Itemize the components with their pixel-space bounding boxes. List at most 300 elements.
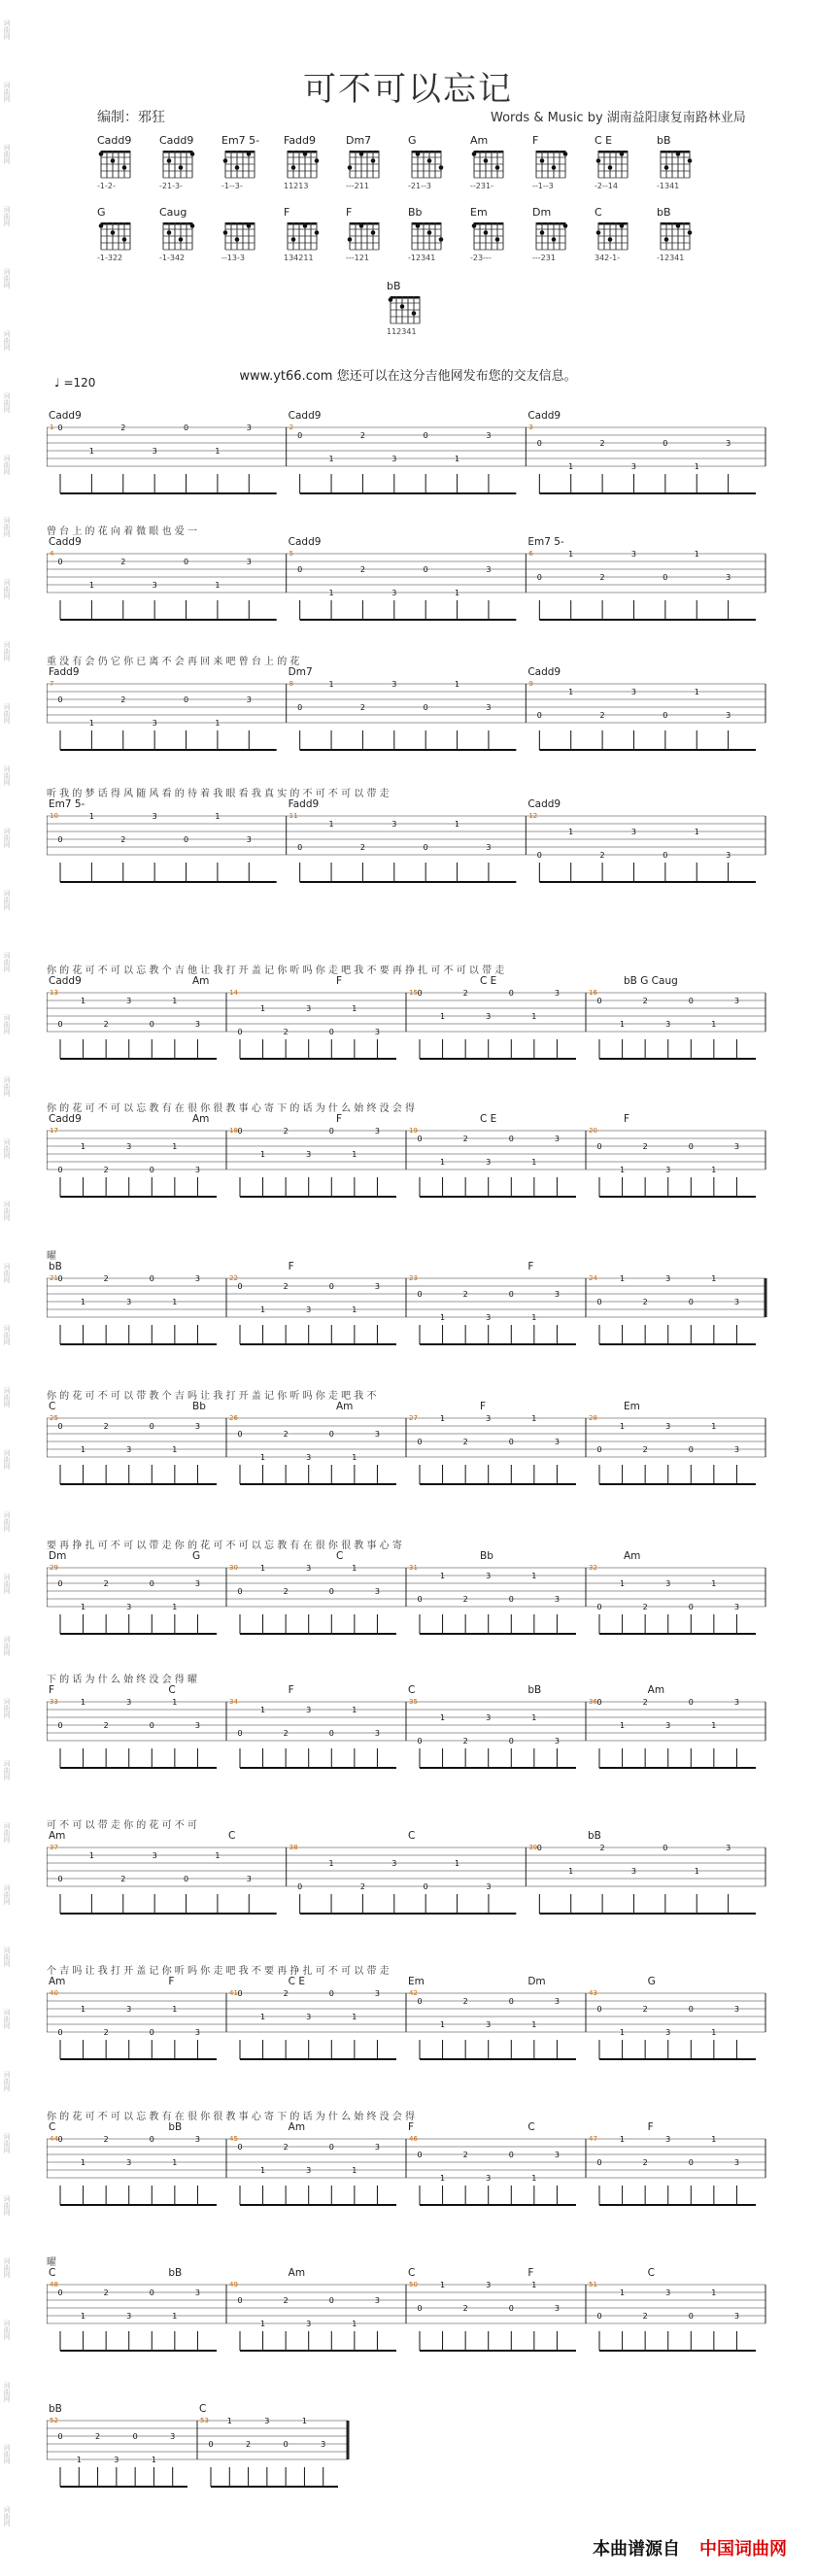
bar-number: 11 <box>289 812 298 820</box>
fret-number: 1 <box>711 1020 717 1029</box>
chord-name: F <box>346 206 353 219</box>
fret-number: 0 <box>596 2005 602 2014</box>
fret-number: 3 <box>630 462 637 471</box>
fret-number: 0 <box>149 1274 154 1283</box>
fret-number: 1 <box>260 1004 266 1013</box>
fret-number: 1 <box>172 1142 178 1151</box>
fret-number: 1 <box>531 2020 537 2029</box>
chord-diagram <box>470 134 521 190</box>
fret-number: 2 <box>462 1595 468 1604</box>
fret-number: 1 <box>352 2320 357 2328</box>
fret-number: 3 <box>306 2166 312 2175</box>
fret-number: 0 <box>328 1587 334 1596</box>
fret-number: 3 <box>665 1579 671 1588</box>
chord-label: Cadd9 <box>527 798 561 810</box>
fret-number: 3 <box>665 1274 671 1283</box>
chord-label: C E <box>288 1976 305 1987</box>
fret-number: 1 <box>711 2028 717 2037</box>
tab-system <box>47 1537 765 1653</box>
watermark-text: 词曲网 <box>3 890 11 910</box>
fret-number: 3 <box>374 1282 380 1291</box>
chord-label: Fadd9 <box>49 666 80 678</box>
fret-number: 0 <box>596 2312 602 2321</box>
chord-name: Em <box>470 206 488 219</box>
fret-number: 0 <box>149 1721 154 1730</box>
fret-number: 3 <box>733 1142 739 1151</box>
fret-number: 1 <box>620 2135 626 2144</box>
fret-number: 1 <box>694 828 699 836</box>
chord-grid-icon <box>470 148 509 181</box>
watermark-text: 词曲网 <box>3 1698 11 1718</box>
fret-number: 0 <box>149 2135 154 2144</box>
fret-number: 1 <box>88 812 94 821</box>
fret-number: 3 <box>126 1698 132 1707</box>
fret-number: 3 <box>665 1166 671 1174</box>
fret-number: 1 <box>226 2417 232 2425</box>
fret-number: 1 <box>215 1851 221 1860</box>
chord-label: Bb <box>480 1550 493 1562</box>
chord-label: C <box>647 2267 655 2279</box>
fret-number: 0 <box>508 1595 514 1604</box>
tab-staff <box>47 2135 769 2224</box>
fret-number: 3 <box>486 1012 492 1021</box>
fret-number: 3 <box>486 2020 492 2029</box>
bar-number: 41 <box>229 1989 238 1997</box>
chord-name: Cadd9 <box>97 134 132 147</box>
chord-label: Cadd9 <box>527 666 561 678</box>
lyric-line: 你 的 花 可 不 可 以 忘 教 有 在 很 你 很 教 事 心 寄 下 的 话 为 什 么 始 终 没 会 得 <box>47 1103 416 1114</box>
fret-number: 2 <box>599 851 605 860</box>
fret-number: 3 <box>554 1737 560 1746</box>
bar-number: 43 <box>589 1989 597 1997</box>
bar-number: 48 <box>50 2281 58 2288</box>
chord-label: F <box>336 1113 343 1125</box>
fret-number: 1 <box>260 1706 266 1714</box>
bar-number: 25 <box>50 1414 58 1422</box>
fret-number: 2 <box>103 1274 109 1283</box>
fret-number: 2 <box>642 997 648 1005</box>
fret-number: 1 <box>260 2166 266 2175</box>
bar-number: 26 <box>229 1414 238 1422</box>
fret-number: 0 <box>149 2028 154 2037</box>
chord-grid-icon <box>595 148 633 181</box>
fret-number: 3 <box>374 1989 380 1998</box>
bar-number: 10 <box>50 812 58 820</box>
fret-number: 2 <box>103 2288 109 2297</box>
fret-number: 1 <box>568 688 574 696</box>
watermark-text: 词曲网 <box>3 1325 11 1345</box>
chord-grid-icon <box>97 220 136 253</box>
fret-number: 0 <box>596 2158 602 2167</box>
bar-number: 22 <box>229 1274 238 1282</box>
chord-label: Am <box>288 2267 306 2279</box>
chord-label: C <box>49 1401 56 1412</box>
fret-number: 0 <box>237 1587 243 1596</box>
bar-number: 30 <box>229 1564 238 1572</box>
fret-number: 1 <box>352 1004 357 1013</box>
lyric-line: 你 的 花 可 不 可 以 忘 教 有 在 很 你 很 教 事 心 寄 下 的 话 为 什 么 始 终 没 会 得 <box>47 2112 416 2122</box>
fret-number: 3 <box>733 1603 739 1611</box>
fret-number: 0 <box>132 2432 138 2441</box>
fret-number: 2 <box>642 2312 648 2321</box>
fret-number: 1 <box>352 1453 357 1462</box>
fret-number: 0 <box>596 1142 602 1151</box>
fret-number: 0 <box>328 1282 334 1291</box>
fret-number: 0 <box>688 997 694 1005</box>
chord-label: Cadd9 <box>288 410 322 422</box>
fret-number: 0 <box>149 2288 154 2297</box>
watermark-text: 词曲网 <box>3 82 11 102</box>
fret-number: 0 <box>688 2312 694 2321</box>
fret-number: 2 <box>120 558 126 566</box>
fret-number: 3 <box>630 550 637 559</box>
fret-number: 0 <box>663 851 668 860</box>
fret-number: 1 <box>172 2312 178 2321</box>
chord-fingering: --1--3 <box>532 182 554 190</box>
fret-number: 2 <box>103 1020 109 1029</box>
fret-number: 3 <box>486 1882 492 1891</box>
fret-number: 0 <box>688 1142 694 1151</box>
fret-number: 1 <box>620 1166 626 1174</box>
watermark-text: 词曲网 <box>3 1076 11 1097</box>
chord-label: F <box>647 2121 654 2133</box>
fret-number: 3 <box>665 2288 671 2297</box>
fret-number: 3 <box>194 1721 200 1730</box>
fret-number: 1 <box>81 1298 86 1306</box>
fret-number: 2 <box>283 2143 289 2152</box>
fret-number: 3 <box>374 2296 380 2305</box>
chord-diagram <box>159 134 210 190</box>
chord-fingering: 342-1- <box>595 254 621 262</box>
chord-name: Fadd9 <box>284 134 317 147</box>
fret-number: 2 <box>283 1729 289 1738</box>
fret-number: 3 <box>554 1997 560 2006</box>
fret-number: 1 <box>531 1313 537 1322</box>
fret-number: 2 <box>642 2158 648 2167</box>
fret-number: 0 <box>328 1729 334 1738</box>
watermark-text: 词曲网 <box>3 579 11 599</box>
bar-number: 37 <box>50 1844 58 1851</box>
watermark-text: 词曲网 <box>3 2133 11 2153</box>
fret-number: 1 <box>711 1721 717 1730</box>
fret-number: 1 <box>215 812 221 821</box>
fret-number: 3 <box>665 1020 671 1029</box>
watermark-text: 词曲网 <box>3 1636 11 1656</box>
chord-grid-icon <box>221 220 260 253</box>
lyric-line: 曾 台 上 的 花 向 着 微 眼 也 爱 一 <box>47 526 197 537</box>
chord-grid-icon <box>346 148 385 181</box>
fret-number: 3 <box>126 1445 132 1454</box>
chord-fingering: -2--14 <box>595 182 618 190</box>
chord-label: Em <box>624 1401 640 1412</box>
watermark-text: 词曲网 <box>3 1822 11 1843</box>
fret-number: 3 <box>126 1142 132 1151</box>
fret-number: 1 <box>531 1158 537 1167</box>
fret-number: 3 <box>486 843 492 852</box>
fret-number: 2 <box>283 1587 289 1596</box>
fret-number: 2 <box>103 1721 109 1730</box>
fret-number: 1 <box>172 997 178 1005</box>
chord-fingering: -1341 <box>657 182 680 190</box>
chord-label: Am <box>288 2121 306 2133</box>
fret-number: 0 <box>417 1737 423 1746</box>
fret-number: 0 <box>57 1020 63 1029</box>
fret-number: 3 <box>264 2417 270 2425</box>
fret-number: 0 <box>149 1020 154 1029</box>
fret-number: 2 <box>283 1282 289 1291</box>
fret-number: 2 <box>642 1603 648 1611</box>
chord-grid-icon <box>532 148 571 181</box>
chord-label: Cadd9 <box>527 410 561 422</box>
tab-staff <box>47 2281 769 2370</box>
fret-number: 0 <box>328 2296 334 2305</box>
fret-number: 0 <box>536 573 542 582</box>
bar-number: 53 <box>200 2417 209 2424</box>
fret-number: 1 <box>328 1859 334 1868</box>
watermark-text: 词曲网 <box>3 268 11 288</box>
fret-number: 2 <box>120 424 126 432</box>
chord-label: F <box>408 2121 415 2133</box>
fret-number: 3 <box>246 695 252 704</box>
footer-site-link[interactable]: 中国词曲网 <box>699 2539 787 2559</box>
chord-label: F <box>527 2267 534 2279</box>
fret-number: 1 <box>352 1150 357 1159</box>
chord-diagram <box>346 206 396 262</box>
fret-number: 0 <box>417 1290 423 1299</box>
chord-label: C <box>527 2121 535 2133</box>
fret-number: 3 <box>152 719 157 728</box>
fret-number: 2 <box>103 2135 109 2144</box>
bar-number: 12 <box>528 812 538 820</box>
fret-number: 1 <box>711 1166 717 1174</box>
fret-number: 3 <box>391 589 397 597</box>
fret-number: 3 <box>170 2432 176 2441</box>
fret-number: 2 <box>359 1882 365 1891</box>
fret-number: 1 <box>531 2174 537 2183</box>
fret-number: 3 <box>374 2143 380 2152</box>
chord-label: Bb <box>192 1401 206 1412</box>
watermark-text: 词曲网 <box>3 455 11 475</box>
fret-number: 1 <box>620 1721 626 1730</box>
fret-number: 0 <box>57 424 63 432</box>
fret-number: 3 <box>391 680 397 689</box>
fret-number: 1 <box>215 447 221 456</box>
fret-number: 0 <box>536 851 542 860</box>
chord-name: bB <box>657 206 671 219</box>
fret-number: 3 <box>321 2440 326 2449</box>
bar-number: 28 <box>589 1414 597 1422</box>
fret-number: 1 <box>328 680 334 689</box>
fret-number: 2 <box>642 1698 648 1707</box>
watermark-text: 词曲网 <box>3 1138 11 1159</box>
chord-label: F <box>624 1113 630 1125</box>
bar-number: 14 <box>229 989 238 997</box>
chord-label: C <box>408 1830 416 1842</box>
fret-number: 1 <box>711 1274 717 1283</box>
fret-number: 0 <box>508 2151 514 2159</box>
fret-number: 0 <box>237 1127 243 1135</box>
chord-label: Am <box>192 1113 210 1125</box>
fret-number: 0 <box>688 2005 694 2014</box>
chord-label: bB <box>49 1261 62 1272</box>
fret-number: 3 <box>194 2028 200 2037</box>
fret-number: 3 <box>246 558 252 566</box>
fret-number: 3 <box>126 997 132 1005</box>
chord-label: Am <box>192 975 210 987</box>
footer-source-label: 本曲谱源自 <box>593 2539 680 2559</box>
fret-number: 2 <box>283 1430 289 1439</box>
chord-diagram <box>532 206 583 262</box>
fret-number: 3 <box>194 1020 200 1029</box>
bar-number: 40 <box>50 1989 58 1997</box>
bar-number: 6 <box>528 550 533 558</box>
chord-label: C <box>408 1684 416 1696</box>
watermark-text: 词曲网 <box>3 1760 11 1780</box>
lyric-line: 曜 <box>47 2257 56 2268</box>
fret-number: 3 <box>391 455 397 463</box>
chord-fingering: --231- <box>470 182 493 190</box>
tab-system <box>47 1816 765 1933</box>
chord-grid-icon <box>657 220 696 253</box>
bar-number: 46 <box>409 2135 418 2143</box>
chord-fingering: 134211 <box>284 254 314 262</box>
fret-number: 3 <box>630 1867 637 1876</box>
chord-label: F <box>527 1261 534 1272</box>
chord-name: Em7 5- <box>221 134 260 147</box>
fret-number: 3 <box>391 820 397 829</box>
watermark-text: 词曲网 <box>3 952 11 972</box>
fret-number: 1 <box>260 2013 266 2021</box>
fret-number: 2 <box>599 439 605 448</box>
chord-diagram <box>97 134 148 190</box>
fret-number: 0 <box>423 1882 428 1891</box>
bar-number: 51 <box>589 2281 597 2288</box>
fret-number: 3 <box>733 2158 739 2167</box>
fret-number: 0 <box>57 558 63 566</box>
watermark-text: 词曲网 <box>3 1947 11 1967</box>
chord-label: C E <box>480 975 497 987</box>
chord-label: Cadd9 <box>49 975 82 987</box>
fret-number: 0 <box>57 1422 63 1431</box>
fret-number: 0 <box>57 2288 63 2297</box>
chord-label: Dm <box>49 1550 67 1562</box>
fret-number: 0 <box>57 835 63 844</box>
watermark-text: 词曲网 <box>3 1014 11 1034</box>
fret-number: 0 <box>417 1997 423 2006</box>
chord-name: Dm <box>532 206 552 219</box>
fret-number: 0 <box>297 703 303 712</box>
chord-fingering: ---121 <box>346 254 369 262</box>
fret-number: 2 <box>283 2296 289 2305</box>
tab-system <box>47 1962 765 2079</box>
fret-number: 0 <box>596 997 602 1005</box>
lyric-line: 下 的 话 为 什 么 始 终 没 会 得 曜 <box>47 1675 197 1685</box>
fret-number: 3 <box>665 2135 671 2144</box>
fret-number: 2 <box>642 1298 648 1306</box>
fret-number: 3 <box>486 2281 492 2289</box>
lyric-line: 听 我 的 梦 话 得 风 随 风 看 的 待 着 我 眼 看 我 真 实 的 不 可 不 可 以 带 走 <box>47 789 390 799</box>
fret-number: 3 <box>554 1595 560 1604</box>
fret-number: 3 <box>126 1603 132 1611</box>
fret-number: 0 <box>508 1997 514 2006</box>
fret-number: 1 <box>215 581 221 590</box>
fret-number: 1 <box>260 1150 266 1159</box>
fret-number: 0 <box>536 439 542 448</box>
fret-number: 0 <box>57 2432 63 2441</box>
lyric-line: 可 不 可 以 带 走 你 的 花 可 不 可 <box>47 1820 197 1831</box>
chord-fingering: -21-3- <box>159 182 183 190</box>
fret-number: 1 <box>352 1305 357 1314</box>
bar-number: 31 <box>409 1564 418 1572</box>
tab-system <box>47 653 765 769</box>
bar-number: 21 <box>50 1274 58 1282</box>
bar-number: 27 <box>409 1414 418 1422</box>
fret-number: 0 <box>423 843 428 852</box>
fret-number: 2 <box>103 2028 109 2037</box>
chord-name: G <box>408 134 417 147</box>
tab-staff <box>47 1844 769 1933</box>
fret-number: 1 <box>531 2281 537 2289</box>
fret-number: 2 <box>462 989 468 998</box>
fret-number: 1 <box>151 2456 156 2464</box>
fret-number: 1 <box>531 1572 537 1580</box>
fret-number: 0 <box>423 565 428 574</box>
fret-number: 1 <box>568 828 574 836</box>
fret-number: 0 <box>663 1844 668 1852</box>
fret-number: 1 <box>260 1453 266 1462</box>
bar-number: 33 <box>50 1698 58 1706</box>
fret-number: 3 <box>726 851 731 860</box>
chord-diagram <box>408 206 459 262</box>
fret-number: 3 <box>306 1150 312 1159</box>
chord-diagram <box>284 134 334 190</box>
fret-number: 0 <box>237 1430 243 1439</box>
fret-number: 2 <box>95 2432 101 2441</box>
bar-number: 24 <box>589 1274 597 1282</box>
fret-number: 0 <box>596 1698 602 1707</box>
chord-label: Cadd9 <box>49 536 82 548</box>
fret-number: 2 <box>359 843 365 852</box>
fret-number: 1 <box>711 2135 717 2144</box>
fret-number: 1 <box>328 820 334 829</box>
chord-name: Caug <box>159 206 187 219</box>
chord-grid-icon <box>657 148 696 181</box>
fret-number: 3 <box>194 1166 200 1174</box>
fret-number: 1 <box>352 2166 357 2175</box>
chord-grid-icon <box>346 220 385 253</box>
fret-number: 0 <box>417 1595 423 1604</box>
fret-number: 3 <box>391 1859 397 1868</box>
bar-number: 9 <box>528 680 533 688</box>
fret-number: 1 <box>352 1564 357 1573</box>
fret-number: 2 <box>103 1166 109 1174</box>
fret-number: 0 <box>663 573 668 582</box>
fret-number: 2 <box>462 1290 468 1299</box>
fret-number: 0 <box>423 431 428 440</box>
fret-number: 1 <box>711 1422 717 1431</box>
fret-number: 3 <box>194 1274 200 1283</box>
chord-label: C <box>336 1550 344 1562</box>
fret-number: 0 <box>237 1282 243 1291</box>
fret-number: 3 <box>733 1298 739 1306</box>
fret-number: 1 <box>88 719 94 728</box>
chord-fingering: -12341 <box>408 254 436 262</box>
watermark-text: 词曲网 <box>3 2009 11 2029</box>
fret-number: 0 <box>328 1430 334 1439</box>
fret-number: 1 <box>172 1298 178 1306</box>
chord-fingering: -1-2- <box>97 182 116 190</box>
chord-grid-icon <box>532 220 571 253</box>
